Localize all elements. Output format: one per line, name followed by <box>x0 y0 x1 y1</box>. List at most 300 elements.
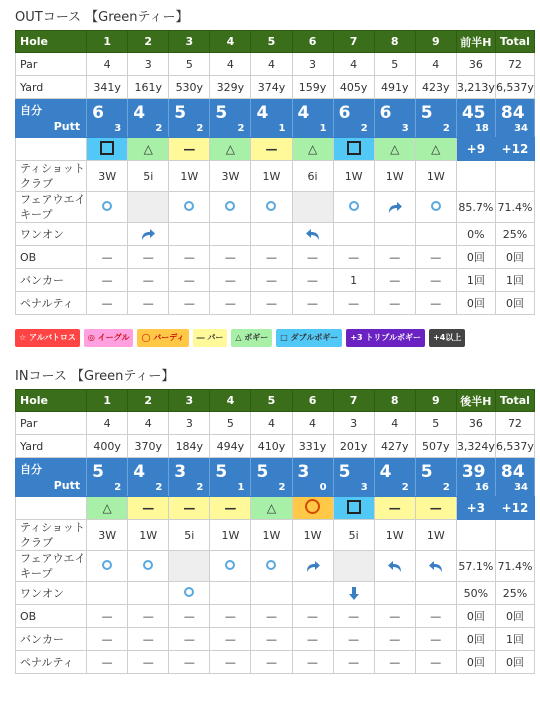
yard-cell: 405y <box>333 76 374 99</box>
result-label <box>16 138 87 161</box>
bunker-cell: — <box>415 269 456 292</box>
bunker-row <box>16 269 535 292</box>
strokes: 6 <box>379 103 392 123</box>
bunker-cell: — <box>374 628 415 651</box>
arrow-down-icon <box>346 586 362 599</box>
one-on-cell <box>210 223 251 246</box>
half-result: +3 <box>456 497 495 520</box>
yard-cell: 427y <box>374 435 415 458</box>
tee-club-row <box>16 161 535 192</box>
fairway-keep-cell <box>210 192 251 223</box>
score-cell <box>292 99 333 138</box>
ob-cell: — <box>169 246 210 269</box>
total-putts: 34 <box>514 482 528 493</box>
par-total: 72 <box>495 53 534 76</box>
score-cell <box>374 458 415 497</box>
bunker-cell: — <box>292 269 333 292</box>
bunker-cell: — <box>251 628 292 651</box>
one-on-cell <box>333 582 374 605</box>
half-strokes: 39 <box>461 462 486 482</box>
ob-cell: — <box>333 246 374 269</box>
yard-cell: 530y <box>169 76 210 99</box>
bunker-half: 0回 <box>456 628 495 651</box>
penalty-total: 0回 <box>495 292 534 315</box>
strokes: 4 <box>256 103 269 123</box>
tee-club-cell: 1W <box>251 161 292 192</box>
tee-club-cell: 1W <box>169 161 210 192</box>
tee-club-label: ティショット クラブ <box>16 520 87 551</box>
putts: 2 <box>360 123 368 134</box>
putts: 2 <box>237 123 245 134</box>
tee-club-cell: 1W <box>415 161 456 192</box>
half-score <box>456 458 495 497</box>
putts: 1 <box>278 123 286 134</box>
one-on-cell <box>251 223 292 246</box>
hole-number: 7 <box>333 31 374 53</box>
ob-half: 0回 <box>456 605 495 628</box>
tee-club-cell: 6i <box>292 161 333 192</box>
fairway-keep-cell <box>251 551 292 582</box>
strokes: 5 <box>92 462 104 482</box>
one-on-cell <box>210 582 251 605</box>
ob-total: 0回 <box>495 246 534 269</box>
bunker-cell: — <box>210 628 251 651</box>
hole-number: 6 <box>292 390 333 412</box>
tee-club-cell: 1W <box>374 520 415 551</box>
bunker-cell: — <box>169 628 210 651</box>
bunker-row <box>16 628 535 651</box>
legend-item: ― パー <box>193 329 228 347</box>
total-result: +12 <box>495 138 534 161</box>
double-bogey-square-icon <box>100 141 114 155</box>
fairway-keep-row <box>16 551 535 582</box>
legend-item: +3 トリプルボギー <box>346 329 425 347</box>
par-cell: 3 <box>169 412 210 435</box>
bunker-cell: — <box>415 628 456 651</box>
out-scorecard <box>0 30 540 315</box>
ob-cell: — <box>415 246 456 269</box>
bogey-triangle-icon: △ <box>143 142 153 156</box>
strokes: 4 <box>297 103 310 123</box>
putts: 3 <box>401 123 409 134</box>
fairway-keep-cell <box>210 551 251 582</box>
arrow-left-turn-icon <box>428 559 444 572</box>
arrow-left-turn-icon <box>305 227 321 240</box>
result-cell-par <box>210 497 251 520</box>
result-cell-double <box>87 138 128 161</box>
strokes: 6 <box>92 103 104 123</box>
hole-number: 2 <box>128 31 169 53</box>
legend-item: +4以上 <box>429 329 465 347</box>
score-row <box>16 458 535 497</box>
arrow-right-turn-icon <box>140 227 156 240</box>
yard-cell: 329y <box>210 76 251 99</box>
result-cell-birdie <box>292 497 333 520</box>
in-scorecard <box>0 389 540 674</box>
tee-club-cell: 3W <box>210 161 251 192</box>
par-label: Par <box>16 53 87 76</box>
score-cell <box>292 458 333 497</box>
penalty-cell: — <box>128 651 169 674</box>
penalty-half: 0回 <box>456 651 495 674</box>
bogey-triangle-icon: △ <box>431 142 441 156</box>
in-course-title: INコース 【Greenティー】 <box>15 369 175 384</box>
hole-number: 4 <box>210 31 251 53</box>
bogey-triangle-icon: △ <box>307 142 318 156</box>
hit-circle-icon <box>431 201 441 211</box>
strokes: 4 <box>133 103 146 123</box>
result-cell-bogey <box>415 138 456 161</box>
ob-cell: — <box>415 605 456 628</box>
par-cell: 3 <box>333 412 374 435</box>
hole-number: 1 <box>87 31 128 53</box>
total-score <box>495 99 534 138</box>
hole-number: 2 <box>128 390 169 412</box>
hit-circle-icon <box>225 560 235 570</box>
one-on-cell <box>333 223 374 246</box>
strokes: 5 <box>420 462 433 482</box>
hole-number: 9 <box>415 390 456 412</box>
score-label <box>16 99 87 138</box>
double-bogey-square-icon <box>347 500 361 514</box>
hole-number: 4 <box>210 390 251 412</box>
yard-total: 6,537y <box>495 76 534 99</box>
tee-club-half <box>456 520 495 551</box>
strokes: 3 <box>297 462 310 482</box>
one-on-row <box>16 582 535 605</box>
total-strokes: 84 <box>500 462 525 482</box>
ob-cell: — <box>374 246 415 269</box>
half-header: 前半H <box>456 31 495 53</box>
putts: 2 <box>155 482 163 493</box>
bunker-cell: — <box>87 628 128 651</box>
ob-cell: — <box>169 605 210 628</box>
yard-label: Yard <box>16 435 87 458</box>
fairway-keep-cell <box>374 192 415 223</box>
par-cell: 4 <box>292 412 333 435</box>
strokes: 4 <box>133 462 146 482</box>
score-cell <box>251 458 292 497</box>
tee-club-cell: 1W <box>292 520 333 551</box>
putts: 2 <box>442 482 450 493</box>
yard-total: 6,537y <box>495 435 534 458</box>
one-on-half: 0% <box>456 223 495 246</box>
fairway-keep-cell <box>292 192 333 223</box>
fairway-keep-label: フェアウエイ キープ <box>16 551 87 582</box>
penalty-cell: — <box>251 292 292 315</box>
par-cell: 4 <box>210 53 251 76</box>
tee-club-row <box>16 520 535 551</box>
par-cell: 5 <box>374 53 415 76</box>
result-cell-bogey <box>128 138 169 161</box>
par-cell: 3 <box>128 53 169 76</box>
tee-club-half <box>456 161 495 192</box>
par-row <box>16 53 535 76</box>
result-cell-bogey <box>210 138 251 161</box>
hole-number: 1 <box>87 390 128 412</box>
penalty-cell: — <box>128 292 169 315</box>
one-on-cell <box>87 223 128 246</box>
penalty-row <box>16 651 535 674</box>
hole-number: 5 <box>251 390 292 412</box>
result-cell-double <box>333 138 374 161</box>
hit-circle-icon <box>266 201 276 211</box>
ob-label: OB <box>16 246 87 269</box>
half-score <box>456 99 495 138</box>
bogey-triangle-icon: △ <box>266 501 277 515</box>
par-cell: 4 <box>128 412 169 435</box>
putts: 3 <box>360 482 368 493</box>
fairway-keep-total: 71.4% <box>495 551 534 582</box>
double-bogey-square-icon <box>347 141 361 155</box>
total-score <box>495 458 534 497</box>
ob-cell: — <box>292 605 333 628</box>
fairway-keep-cell <box>333 551 374 582</box>
fairway-keep-half: 85.7% <box>456 192 495 223</box>
hole-number: 7 <box>333 390 374 412</box>
one-on-cell <box>251 582 292 605</box>
ob-cell: — <box>128 605 169 628</box>
yard-cell: 491y <box>374 76 415 99</box>
ob-cell: — <box>251 605 292 628</box>
yard-cell: 507y <box>415 435 456 458</box>
strokes: 3 <box>174 462 187 482</box>
putt-label: Putt <box>53 120 81 133</box>
tee-club-cell: 1W <box>333 161 374 192</box>
par-cell: 4 <box>374 412 415 435</box>
tee-club-cell: 1W <box>128 520 169 551</box>
bogey-triangle-icon: △ <box>102 501 112 515</box>
putts: 2 <box>155 123 163 134</box>
legend-item: △ ボギー <box>231 329 272 347</box>
par-cell: 4 <box>251 53 292 76</box>
one-on-row <box>16 223 535 246</box>
yard-cell: 410y <box>251 435 292 458</box>
putts: 2 <box>278 482 286 493</box>
par-dash-icon: — <box>388 501 401 515</box>
hole-number: 6 <box>292 31 333 53</box>
fairway-keep-row <box>16 192 535 223</box>
ob-row <box>16 605 535 628</box>
hole-label: Hole <box>16 31 87 53</box>
ob-row <box>16 246 535 269</box>
penalty-cell: — <box>333 651 374 674</box>
score-cell <box>415 458 456 497</box>
score-label <box>16 458 87 497</box>
legend-item: ◯ バーディ <box>137 329 188 347</box>
ob-cell: — <box>210 246 251 269</box>
penalty-cell: — <box>292 292 333 315</box>
penalty-cell: — <box>169 651 210 674</box>
tee-club-cell: 1W <box>251 520 292 551</box>
result-cell-bogey <box>87 497 128 520</box>
fairway-keep-cell <box>333 192 374 223</box>
yard-cell: 370y <box>128 435 169 458</box>
hole-number: 9 <box>415 31 456 53</box>
yard-cell: 184y <box>169 435 210 458</box>
bunker-cell: — <box>128 628 169 651</box>
result-row <box>16 138 535 161</box>
half-putts: 18 <box>474 123 489 134</box>
par-dash-icon: — <box>265 142 278 156</box>
fairway-keep-cell <box>415 551 456 582</box>
one-on-half: 50% <box>456 582 495 605</box>
par-total: 72 <box>495 412 534 435</box>
putts: 1 <box>319 123 327 134</box>
score-cell <box>251 99 292 138</box>
par-dash-icon: — <box>142 501 155 515</box>
yard-cell: 494y <box>210 435 251 458</box>
birdie-circle-icon <box>305 499 320 514</box>
half-strokes: 45 <box>461 103 486 123</box>
hole-number: 8 <box>374 390 415 412</box>
score-cell <box>87 99 128 138</box>
yard-cell: 331y <box>292 435 333 458</box>
bunker-label: バンカー <box>16 269 87 292</box>
tee-club-cell: 5i <box>169 520 210 551</box>
legend-item: ☆ アルバトロス <box>15 329 80 347</box>
result-cell-bogey <box>251 497 292 520</box>
par-dash-icon: — <box>429 501 442 515</box>
bunker-total: 1回 <box>495 269 534 292</box>
penalty-cell: — <box>87 651 128 674</box>
one-on-cell <box>169 582 210 605</box>
hole-number: 3 <box>169 390 210 412</box>
score-row <box>16 99 535 138</box>
bogey-triangle-icon: △ <box>390 142 400 156</box>
total-header: Total <box>495 31 534 53</box>
score-cell <box>128 99 169 138</box>
bunker-cell: 1 <box>333 269 374 292</box>
par-half: 36 <box>456 412 495 435</box>
tee-club-label: ティショット クラブ <box>16 161 87 192</box>
one-on-cell <box>87 582 128 605</box>
penalty-cell: — <box>415 292 456 315</box>
tee-club-total <box>495 520 534 551</box>
my-score-label: 自分 <box>20 463 42 476</box>
yard-cell: 423y <box>415 76 456 99</box>
result-cell-bogey <box>374 138 415 161</box>
yard-half: 3,324y <box>456 435 495 458</box>
half-header: 後半H <box>456 390 495 412</box>
one-on-cell <box>415 582 456 605</box>
ob-cell: — <box>292 246 333 269</box>
penalty-half: 0回 <box>456 292 495 315</box>
one-on-label: ワンオン <box>16 223 87 246</box>
result-label <box>16 497 87 520</box>
strokes: 5 <box>215 462 228 482</box>
yard-cell: 400y <box>87 435 128 458</box>
fairway-keep-cell <box>415 192 456 223</box>
fairway-keep-cell <box>87 192 128 223</box>
result-legend <box>15 329 540 347</box>
legend-item: □ ダブルボギー <box>276 329 342 347</box>
penalty-cell: — <box>210 292 251 315</box>
par-dash-icon: — <box>224 501 237 515</box>
yard-cell: 161y <box>128 76 169 99</box>
tee-club-cell: 3W <box>87 520 128 551</box>
penalty-cell: — <box>333 292 374 315</box>
one-on-cell <box>128 582 169 605</box>
ob-total: 0回 <box>495 605 534 628</box>
penalty-label: ペナルティ <box>16 292 87 315</box>
total-header: Total <box>495 390 534 412</box>
ob-half: 0回 <box>456 246 495 269</box>
putts: 2 <box>196 482 204 493</box>
total-result: +12 <box>495 497 534 520</box>
fairway-keep-cell <box>292 551 333 582</box>
penalty-cell: — <box>374 651 415 674</box>
hit-circle-icon <box>143 560 153 570</box>
fairway-keep-cell <box>128 192 169 223</box>
score-cell <box>210 99 251 138</box>
header-row <box>16 390 535 412</box>
penalty-cell: — <box>292 651 333 674</box>
penalty-cell: — <box>374 292 415 315</box>
one-on-total: 25% <box>495 223 534 246</box>
score-cell <box>169 99 210 138</box>
par-cell: 4 <box>415 53 456 76</box>
par-cell: 4 <box>251 412 292 435</box>
one-on-cell <box>374 223 415 246</box>
tee-club-cell: 1W <box>415 520 456 551</box>
result-cell-double <box>333 497 374 520</box>
score-cell <box>128 458 169 497</box>
fairway-keep-cell <box>169 551 210 582</box>
fairway-keep-half: 57.1% <box>456 551 495 582</box>
hit-circle-icon <box>184 587 194 597</box>
out-course-title: OUTコース 【Greenティー】 <box>15 10 189 25</box>
one-on-cell <box>292 223 333 246</box>
my-score-label: 自分 <box>20 104 42 117</box>
one-on-cell <box>169 223 210 246</box>
bogey-triangle-icon: △ <box>225 142 236 156</box>
tee-club-cell: 3W <box>87 161 128 192</box>
penalty-row <box>16 292 535 315</box>
legend-item: ◎ イーグル <box>84 329 134 347</box>
result-cell-par <box>169 497 210 520</box>
score-cell <box>374 99 415 138</box>
result-cell-par <box>374 497 415 520</box>
fairway-keep-cell <box>169 192 210 223</box>
par-cell: 4 <box>87 412 128 435</box>
strokes: 5 <box>338 462 351 482</box>
strokes: 5 <box>420 103 433 123</box>
penalty-cell: — <box>87 292 128 315</box>
par-cell: 5 <box>415 412 456 435</box>
tee-club-cell: 5i <box>333 520 374 551</box>
total-putts: 34 <box>514 123 528 134</box>
score-cell <box>210 458 251 497</box>
penalty-cell: — <box>210 651 251 674</box>
arrow-left-turn-icon <box>387 559 403 572</box>
hole-number: 5 <box>251 31 292 53</box>
penalty-cell: — <box>415 651 456 674</box>
par-half: 36 <box>456 53 495 76</box>
fairway-keep-cell <box>251 192 292 223</box>
score-cell <box>333 99 374 138</box>
par-cell: 3 <box>292 53 333 76</box>
ob-cell: — <box>87 605 128 628</box>
result-cell-par <box>169 138 210 161</box>
half-result: +9 <box>456 138 495 161</box>
par-dash-icon: — <box>183 501 196 515</box>
arrow-right-turn-icon <box>305 559 321 572</box>
par-cell: 4 <box>333 53 374 76</box>
score-cell <box>169 458 210 497</box>
yard-cell: 341y <box>87 76 128 99</box>
tee-club-total <box>495 161 534 192</box>
